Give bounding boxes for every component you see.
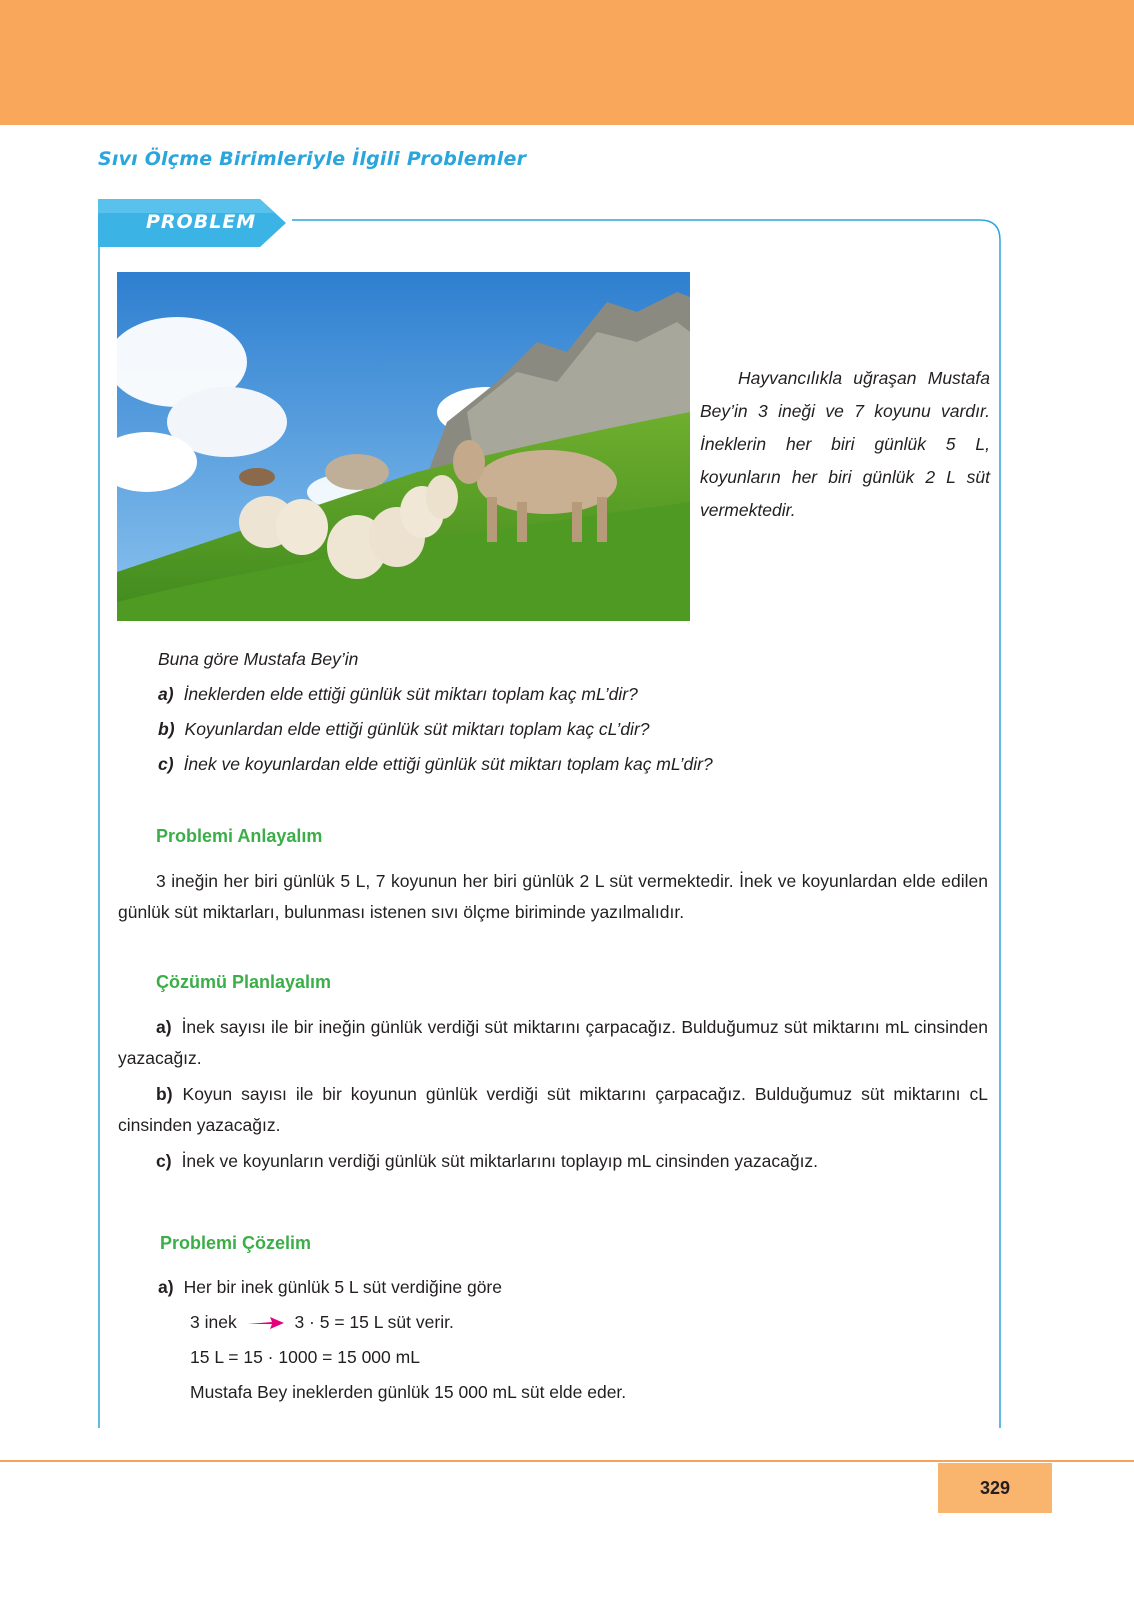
- question-c-text: İnek ve koyunlardan elde ettiği günlük süt miktarı toplam kaç mL’dir?: [183, 754, 713, 774]
- intro-text: Hayvancılıkla uğraşan Mustafa Bey’in 3 ineği ve 7 koyunu vardır. İneklerin her biri günlük 5 L, koyunların her biri günlük 2 L süt vermektedir.: [700, 368, 990, 520]
- solution-block: [158, 1270, 626, 1410]
- solution-line-2-right: 3 · 5 = 15 L süt verir.: [294, 1312, 454, 1332]
- solution-line-2-left: 3 inek: [190, 1312, 237, 1332]
- plan-a-text: İnek sayısı ile bir ineğin günlük verdiği süt miktarını çarpacağız. Bulduğumuz süt miktarını mL cinsinden yazacağız.: [118, 1017, 988, 1068]
- page-number-box: [938, 1463, 1052, 1513]
- understand-heading: Problemi Anlayalım: [156, 826, 323, 846]
- questions-block: [158, 642, 713, 782]
- solution-line-4: Mustafa Bey ineklerden günlük 15 000 mL süt elde eder.: [190, 1382, 627, 1402]
- plan-c: [118, 1146, 988, 1177]
- question-a-label: a): [158, 684, 174, 704]
- questions-lead: Buna göre Mustafa Bey’in: [158, 649, 359, 669]
- solution-line-1: [158, 1270, 626, 1305]
- solution-line-2: [158, 1305, 626, 1340]
- footer-divider: [0, 1460, 1134, 1462]
- solution-a-label: a): [158, 1277, 174, 1297]
- question-c-label: c): [158, 754, 174, 774]
- solution-line-1-text: Her bir inek günlük 5 L süt verdiğine göre: [183, 1277, 502, 1297]
- plan-b-label: b): [156, 1084, 173, 1104]
- problem-tag: [98, 199, 288, 247]
- question-a-text: İneklerden elde ettiği günlük süt miktarı toplam kaç mL’dir?: [183, 684, 638, 704]
- right-arrow-icon: [248, 1316, 284, 1330]
- intro-paragraph: [700, 362, 990, 527]
- plan-a-label: a): [156, 1017, 172, 1037]
- solution-line-3: 15 L = 15 · 1000 = 15 000 mL: [190, 1347, 420, 1367]
- question-b-label: b): [158, 719, 175, 739]
- plan-heading: Çözümü Planlayalım: [156, 972, 332, 992]
- plan-c-label: c): [156, 1151, 172, 1171]
- farm-animals-photo: [117, 272, 690, 621]
- problem-tag-label: PROBLEM: [146, 211, 257, 233]
- section-title: Sıvı Ölçme Birimleriyle İlgili Problemler: [98, 148, 527, 170]
- plan-paragraphs: [118, 1012, 988, 1182]
- plan-c-text: İnek ve koyunların verdiği günlük süt miktarlarını toplayıp mL cinsinden yazacağız.: [181, 1151, 819, 1171]
- question-a: [158, 677, 713, 712]
- question-c: [158, 747, 713, 782]
- solve-heading: Problemi Çözelim: [160, 1233, 312, 1253]
- understand-text: 3 ineğin her biri günlük 5 L, 7 koyunun her biri günlük 2 L süt vermektedir. İnek ve koyunlardan elde edilen günlük süt miktarları, bulunması istenen sıvı ölçme biriminde yazılmalıdır.: [118, 871, 988, 922]
- plan-b: [118, 1079, 988, 1141]
- plan-a: [118, 1012, 988, 1074]
- page-number: 329: [979, 1478, 1011, 1498]
- understand-paragraph: [118, 866, 988, 933]
- question-b: [158, 712, 713, 747]
- question-b-text: Koyunlardan elde ettiği günlük süt miktarı toplam kaç cL’dir?: [184, 719, 650, 739]
- plan-b-text: Koyun sayısı ile bir koyunun günlük verdiği süt miktarını çarpacağız. Bulduğumuz süt miktarını cL cinsinden yazacağız.: [118, 1084, 988, 1135]
